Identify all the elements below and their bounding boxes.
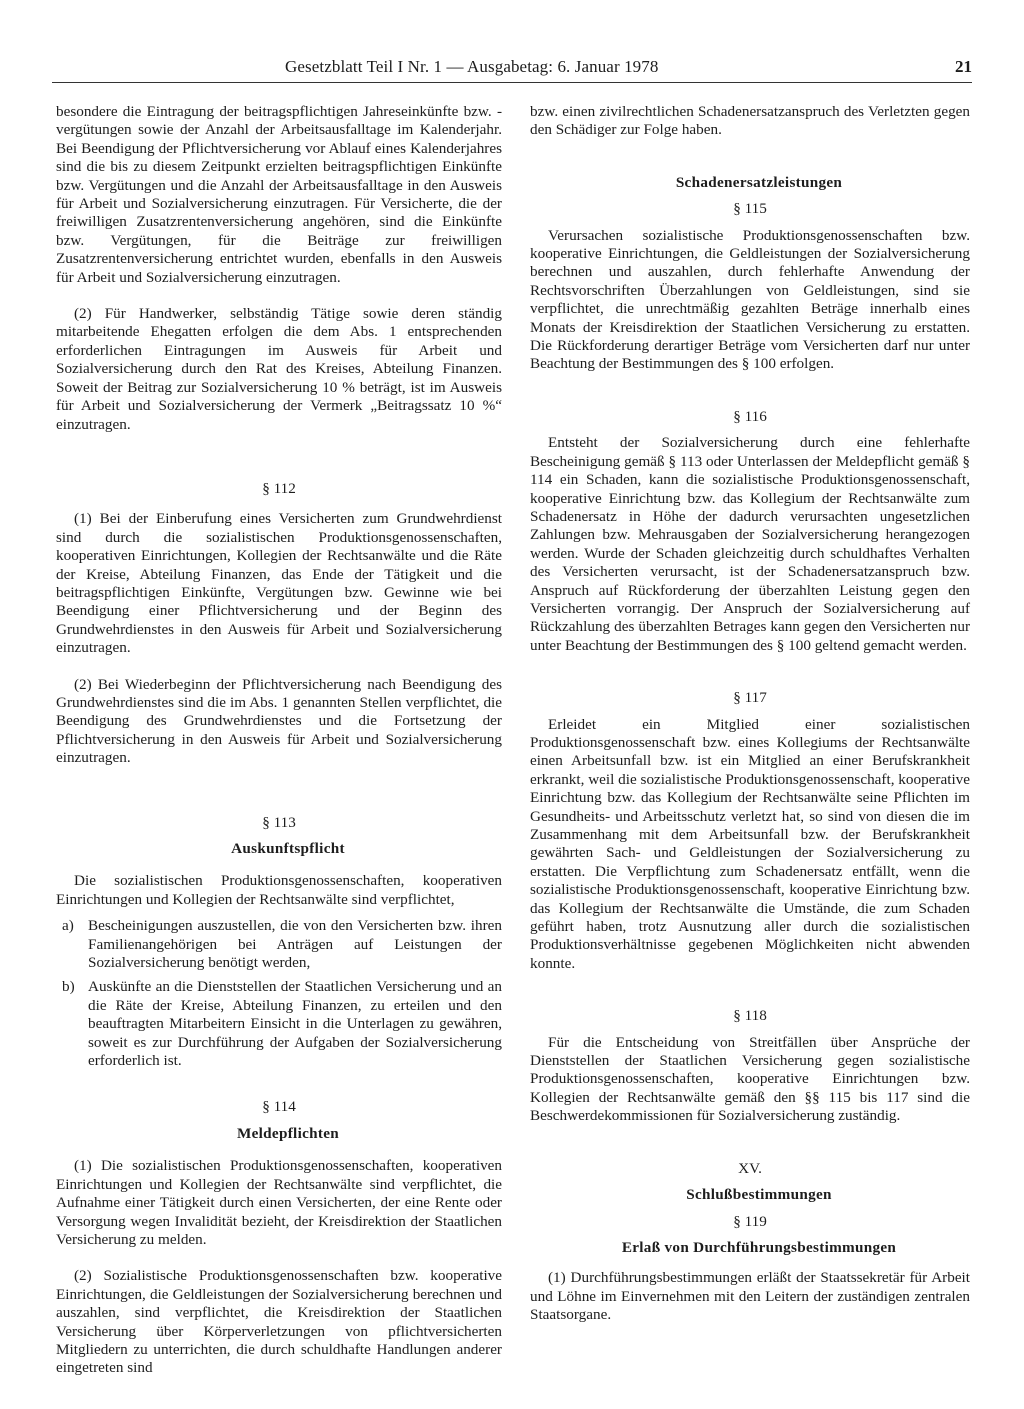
header-rule bbox=[52, 82, 972, 83]
paragraph-113: Die sozialistischen Produktionsgenossenschaften, kooperativen Einrichtungen und Kollegien der Rechtsanwälte sind verpflichtet, bbox=[56, 872, 502, 908]
list-text: Bescheinigungen auszustellen, die von den Versicherten bzw. ihren Familienangehörigen bei Anträgen auf Leistungen der Sozialversicherung benötigt werden, bbox=[88, 917, 502, 972]
paragraph-112-2: (2) Bei Wiederbeginn der Pflichtversicherung nach Beendigung des Grundwehrdienstes sind die im Abs. 1 genannten Stellen verpflichtet, die Beendigung des Grundwehrdienstes und die Fortsetzung der Pflichtversicherung in den Ausweis für Arbeit und Sozialversicherung einzutragen. bbox=[56, 675, 502, 767]
section-114-title: Meldepflichten bbox=[236, 1124, 340, 1142]
section-113-title: Auskunftspflicht bbox=[231, 840, 345, 857]
section-113-list bbox=[56, 917, 502, 1070]
paragraph-117: Erleidet ein Mitglied einer sozialistischen Produktionsgenossenschaft bzw. eines Kollegiums der Rechtsanwälte einen Arbeitsunfall bzw. ist ein Mitglied an einer Berufskrankheit erkrankt, weil die sozialistische Produktionsgenossenschaft, kooperative Einrichtung bzw. das Kollegium der Rechtsanwälte seine Pflichten im Gesundheits- und Arbeitsschutz verletzt hat, so sind von diesen die im Zusammenhang mit dem Arbeitsunfall bzw. der Berufskrankheit gewährten Sach- und Geldleistungen der Sozialversicherung zu erstatten. Die Verpflichtung zum Schadenersatz entfällt, wenn die sozialistische Produktionsgenossenschaft, kooperative Einrichtung bzw. das Kollegium der Rechtsanwälte die Umstände, die zum Schaden geführt haben, trotz Ausnutzung aller durch die sozialistischen Produktionsverhältnisse gegebenen Möglichkeiten nicht abwenden konnte. bbox=[530, 715, 970, 972]
list-marker: a) bbox=[62, 917, 74, 935]
section-112-heading: § 112 bbox=[262, 479, 296, 497]
paragraph-115: Verursachen sozialistische Produktionsgenossenschaften bzw. kooperative Einrichtungen, die Geldleistungen der Sozialversicherung berechnen und auszahlen, durch fehlerhafte Anwendung der Rechtsvorschriften Überzahlungen von Geldleistungen, sind sie verpflichtet, die unrechtmäßig gezahlten Beträge innerhalb eines Monats der Kreisdirektion der Staatlichen Versicherung zu erstatten. Die Rückforderung derartiger Beträge vom Versicherten darf nur unter Beachtung der Bestimmungen des § 100 erfolgen. bbox=[530, 226, 970, 373]
section-114-heading: § 114 bbox=[262, 1098, 296, 1116]
chapter-heading-schadenersatz: Schadenersatzleistungen bbox=[675, 173, 843, 191]
page-number: 21 bbox=[955, 57, 972, 76]
list-item bbox=[56, 978, 502, 1070]
chapter-title-schlussbestimmungen: Schlußbestimmungen bbox=[686, 1186, 832, 1204]
paragraph-114-1: (1) Die sozialistischen Produktionsgenossenschaften, kooperativen Einrichtungen und Kollegien der Rechtsanwälte sind verpflichtet, die Aufnahme einer Tätigkeit durch einen Versicherten, der eine Rente oder Versorgung wegen Invalidität bezieht, der Kreisdirektion der Staatlichen Versicherung zu melden. bbox=[56, 1157, 502, 1248]
list-text: Auskünfte an die Dienststellen der Staatlichen Versicherung und an die Räte der Kreise, Abteilung Finanzen, zu erteilen und den beauftragten Mitarbeitern Einsicht in die Unterlagen zu gewähren, soweit es zur Durchführung der Aufgaben der Sozialversicherung erforderlich ist. bbox=[88, 978, 502, 1070]
paragraph-118: Für die Entscheidung von Streitfällen über Ansprüche der Dienststellen der Staatlichen Versicherung gegen sozialistische Produktionsgenossenschaften, kooperative Einrichtungen bzw. Kollegien der Rechtsanwälte gemäß den §§ 115 bis 117 sind die Beschwerdekommissionen für Sozialversicherung zuständig. bbox=[530, 1033, 970, 1125]
paragraph-116: Entsteht der Sozialversicherung durch eine fehlerhafte Bescheinigung gemäß § 113 oder Unterlassen der Meldepflicht gemäß § 114 ein Schaden, kann die sozialistische Produktionsgenossenschaft, kooperative Einrichtung bzw. das Kollegium der Rechtsanwälte zum Schadenersatz in Höhe der dadurch verursachten ungesetzlichen Zahlungen bzw. Mehrausgaben der Sozialversicherung herangezogen werden. Wurde der Schaden gleichzeitig durch schuldhaftes Verhalten des Versicherten verursacht, ist der Schadenersatzanspruch bzw. Anspruch auf Rückforderung der überzahlten Leistung gegen den Versicherten vorrangig. Der Anspruch der Sozialversicherung auf Rückzahlung des überzahlten Betrages kann gegen den Versicherten nur unter Beachtung der Bestimmungen des § 100 geltend gemacht werden. bbox=[530, 434, 970, 654]
paragraph-119-1: (1) Durchführungsbestimmungen erläßt der Staatssekretär für Arbeit und Löhne im Einvernehmen mit den Leitern der zuständigen zentralen Staatsorgane. bbox=[530, 1269, 970, 1324]
section-113-heading: § 113 bbox=[262, 813, 296, 831]
page-header bbox=[52, 58, 972, 84]
chapter-number: XV. bbox=[738, 1159, 762, 1177]
paragraph-112-1: (1) Bei der Einberufung eines Versicherten zum Grundwehrdienst sind durch die sozialistischen Produktionsgenossenschaften, kooperativen Einrichtungen, Kollegien der Rechtsanwälte und die Räte der Kreise, Abteilung Finanzen, das Ende der Tätigkeit und die beitragspflichtigen Einkünfte, Vergütungen bzw. Gewinne wie bei Beendigung einer Pflichtversicherung und der Beginn des Grundwehrdienstes in den Ausweis für Arbeit und Sozialversicherung einzutragen. bbox=[56, 510, 502, 657]
paragraph-114-2: (2) Sozialistische Produktionsgenossenschaften bzw. kooperative Einrichtungen, die Geldleistungen der Sozialversicherung berechnen und auszahlen, sind verpflichtet, die Kreisdirektion der Staatlichen Versicherung über Körperverletzungen von pflichtversicherten Mitgliedern zu unterrichten, die durch schuldhafte Handlungen anderer eingetreten sind bbox=[56, 1267, 502, 1377]
section-119-heading: § 119 bbox=[733, 1212, 767, 1230]
list-marker: b) bbox=[62, 978, 75, 996]
section-117-heading: § 117 bbox=[733, 689, 767, 707]
section-119-title: Erlaß von Durchführungsbestimmungen bbox=[621, 1238, 897, 1256]
section-118-heading: § 118 bbox=[733, 1007, 767, 1025]
paragraph-111-1-continued: besondere die Eintragung der beitragspflichtigen Jahreseinkünfte bzw. -vergütungen sowie der Anzahl der Arbeitsausfalltage im Kalenderjahr. Bei Beendigung der Pflichtversicherung vor Ablauf eines Kalenderjahres sind die bis zu diesem Zeitpunkt erzielten beitragspflichtigen Einkünfte bzw. Vergütungen und die Anzahl der Arbeitsausfalltage in den Ausweis für Arbeit und Sozialversicherung einzutragen. Für Versicherte, die der freiwilligen Zusatzrentenversicherung angehören, sind die Einkünfte bzw. Vergütungen, für die Beiträge zur freiwilligen Zusatzrentenversicherung entrichtet wurden, ebenfalls in den Ausweis für Arbeit und Sozialversicherung einzutragen. bbox=[56, 103, 502, 286]
section-116-heading: § 116 bbox=[733, 407, 767, 425]
header-title: Gesetzblatt Teil I Nr. 1 — Ausgabetag: 6. Januar 1978 bbox=[285, 57, 659, 76]
paragraph-111-2: (2) Für Handwerker, selbständig Tätige sowie deren ständig mitarbeitende Ehegatten erfolgen die dem Abs. 1 entsprechenden erforderlichen Eintragungen im Ausweis für Arbeit und Sozialversicherung durch den Rat des Kreises, Abteilung Finanzen. Soweit der Beitrag zur Sozialversicherung 10 % beträgt, ist im Ausweis für Arbeit und Sozialversicherung der Vermerk „Beitragssatz 10 %“ einzutragen. bbox=[56, 305, 502, 433]
section-115-heading: § 115 bbox=[733, 200, 767, 218]
list-item bbox=[56, 917, 502, 972]
paragraph-114-2-continued: bzw. einen zivilrechtlichen Schadenersatzanspruch des Verletzten gegen den Schädiger zur Folge haben. bbox=[530, 103, 970, 139]
right-column bbox=[530, 103, 970, 1325]
left-column bbox=[56, 103, 502, 1378]
